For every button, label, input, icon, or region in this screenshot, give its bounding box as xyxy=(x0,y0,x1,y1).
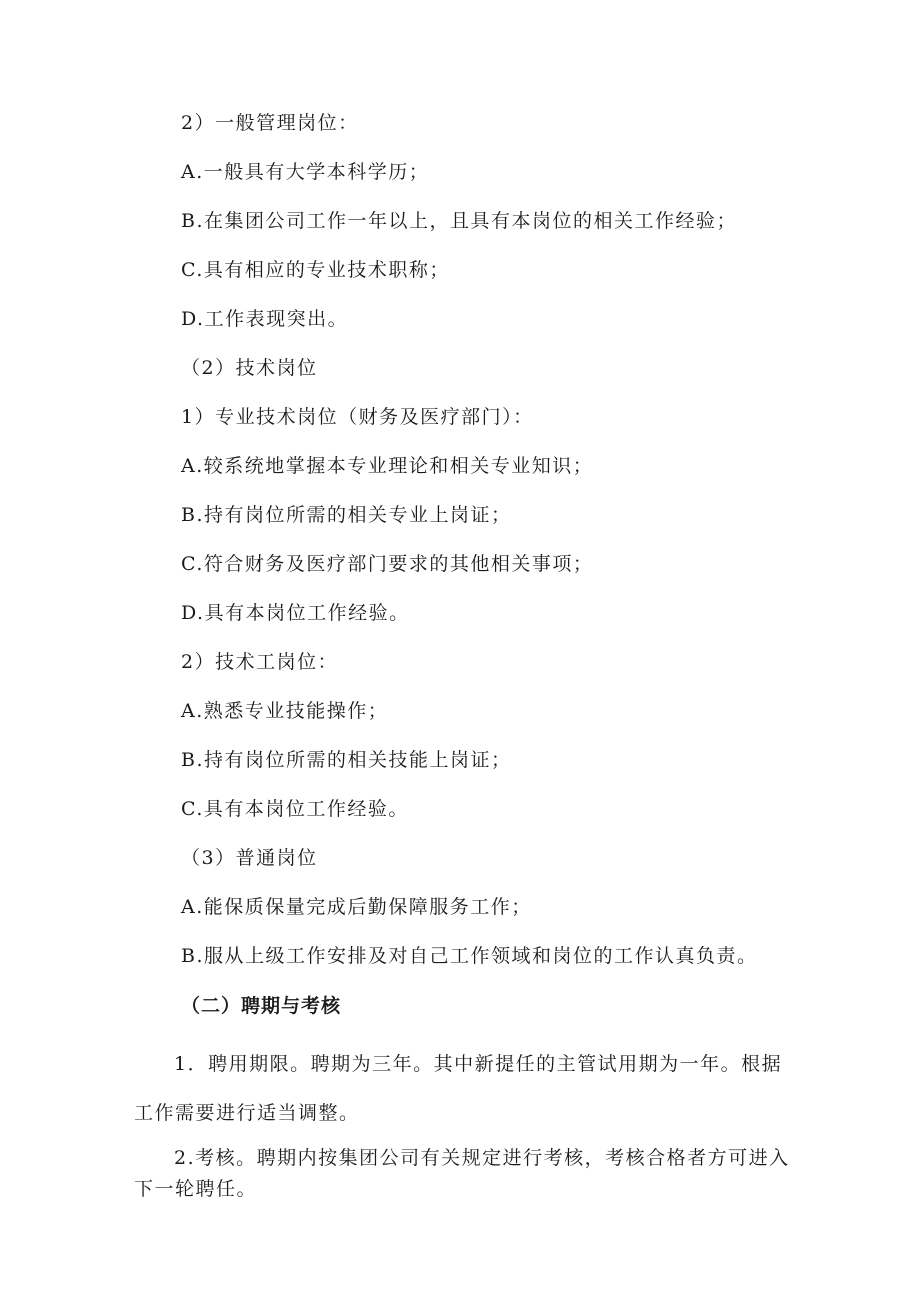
requirement-item: D.工作表现突出。 xyxy=(181,308,349,330)
requirement-item: A.熟悉专业技能操作； xyxy=(181,700,389,722)
requirement-item: C.具有本岗位工作经验。 xyxy=(181,798,409,820)
requirement-item: B.在集团公司工作一年以上，且具有本岗位的相关工作经验； xyxy=(181,210,738,232)
general-post-heading: （3）普通岗位 xyxy=(181,847,318,869)
technical-post-heading: （2）技术岗位 xyxy=(181,357,318,379)
section-heading: （二）聘期与考核 xyxy=(181,995,342,1017)
requirement-item: C.符合财务及医疗部门要求的其他相关事项； xyxy=(181,553,594,575)
professional-technical-post-title: 1）专业技术岗位（财务及医疗部门）： xyxy=(181,406,534,428)
requirement-item: A.能保质保量完成后勤保障服务工作； xyxy=(181,896,532,918)
requirement-item: A.一般具有大学本科学历； xyxy=(181,161,430,183)
requirement-item: D.具有本岗位工作经验。 xyxy=(181,602,410,624)
technician-post-title: 2）技术工岗位： xyxy=(181,651,339,673)
requirement-item: A.较系统地掌握本专业理论和相关专业知识； xyxy=(181,455,594,477)
requirement-item: C.具有相应的专业技术职称； xyxy=(181,259,450,281)
requirement-item: B.服从上级工作安排及对自己工作领域和岗位的工作认真负责。 xyxy=(181,945,758,967)
paragraph-term-of-employment: 1．聘用期限。聘期为三年。其中新提任的主管试用期为一年。根据工作需要进行适当调整。 xyxy=(134,1053,783,1124)
requirement-item: B.持有岗位所需的相关专业上岗证； xyxy=(181,504,512,526)
paragraph-assessment: 2.考核。聘期内按集团公司有关规定进行考核，考核合格者方可进入下一轮聘任。 xyxy=(134,1147,790,1200)
general-management-post-title: 2）一般管理岗位： xyxy=(181,112,359,134)
requirement-item: B.持有岗位所需的相关技能上岗证； xyxy=(181,749,512,771)
